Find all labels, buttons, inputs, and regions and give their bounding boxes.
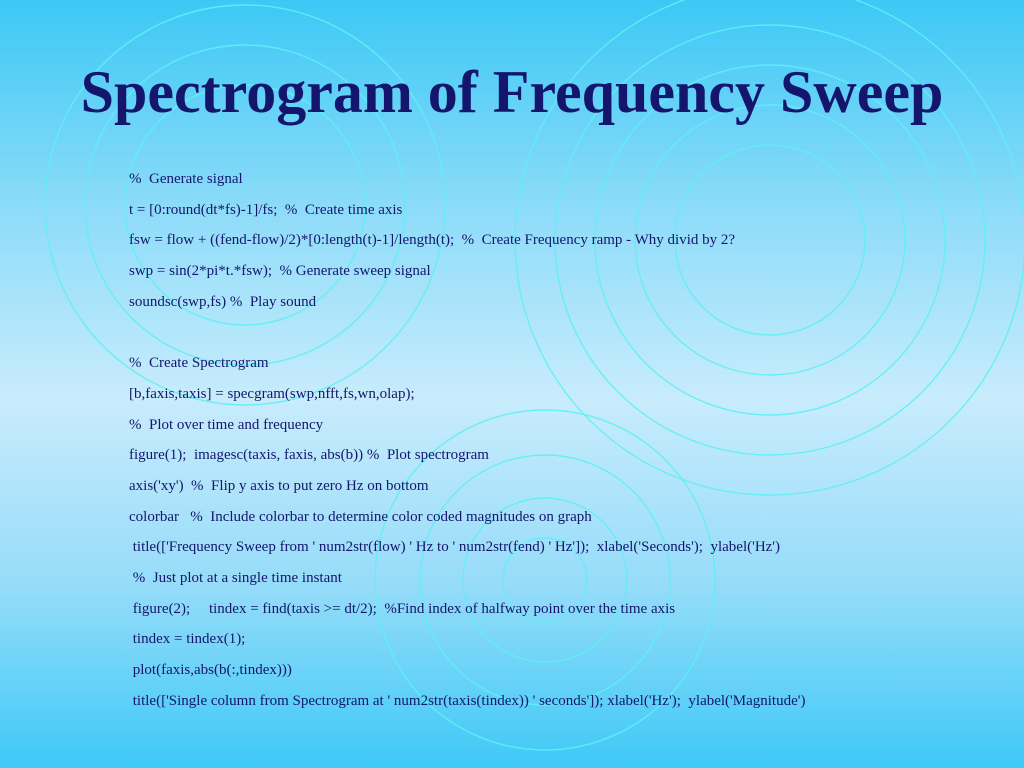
code-line: % Create Spectrogram	[129, 355, 269, 372]
code-line: % Generate signal	[129, 171, 243, 187]
code-line: % Just plot at a single time instant	[129, 569, 342, 586]
code-listing	[129, 168, 805, 720]
code-line-blank	[129, 321, 805, 352]
code-line: title(['Frequency Sweep from ' num2str(flow) ' Hz to ' num2str(fend) ' Hz']); xlabel('Seconds'); ylabel('Hz')	[129, 539, 781, 556]
code-line: t = [0:round(dt*fs)-1]/fs; % Create time axis	[129, 201, 403, 218]
code-line: title(['Single column from Spectrogram at ' num2str(taxis(tindex)) ' seconds']); xlabel('Hz'); ylabel('Magnitude')	[129, 692, 806, 709]
code-line: figure(1); imagesc(taxis, faxis, abs(b)) % Plot spectrogram	[129, 447, 489, 464]
code-line: colorbar % Include colorbar to determine color coded magnitudes on graph	[129, 508, 592, 525]
code-line: swp = sin(2*pi*t.*fsw); % Generate sweep signal	[129, 263, 431, 280]
code-line: % Plot over time and frequency	[129, 416, 324, 433]
code-line: tindex = tindex(1);	[129, 631, 246, 648]
code-line: axis('xy') % Flip y axis to put zero Hz on bottom	[129, 477, 429, 494]
code-line: figure(2); tindex = find(taxis >= dt/2); %Find index of halfway point over the time axis	[129, 600, 676, 617]
code-line: plot(faxis,abs(b(:,tindex)))	[129, 662, 292, 678]
code-line: fsw = flow + ((fend-flow)/2)*[0:length(t)-1]/length(t); % Create Frequency ramp - Why divid by 2?	[129, 232, 736, 249]
code-line: soundsc(swp,fs) % Play sound	[129, 293, 317, 310]
code-line: [b,faxis,taxis] = specgram(swp,nfft,fs,wn,olap);	[129, 385, 415, 402]
slide-title: Spectrogram of Frequency Sweep	[80, 59, 944, 125]
